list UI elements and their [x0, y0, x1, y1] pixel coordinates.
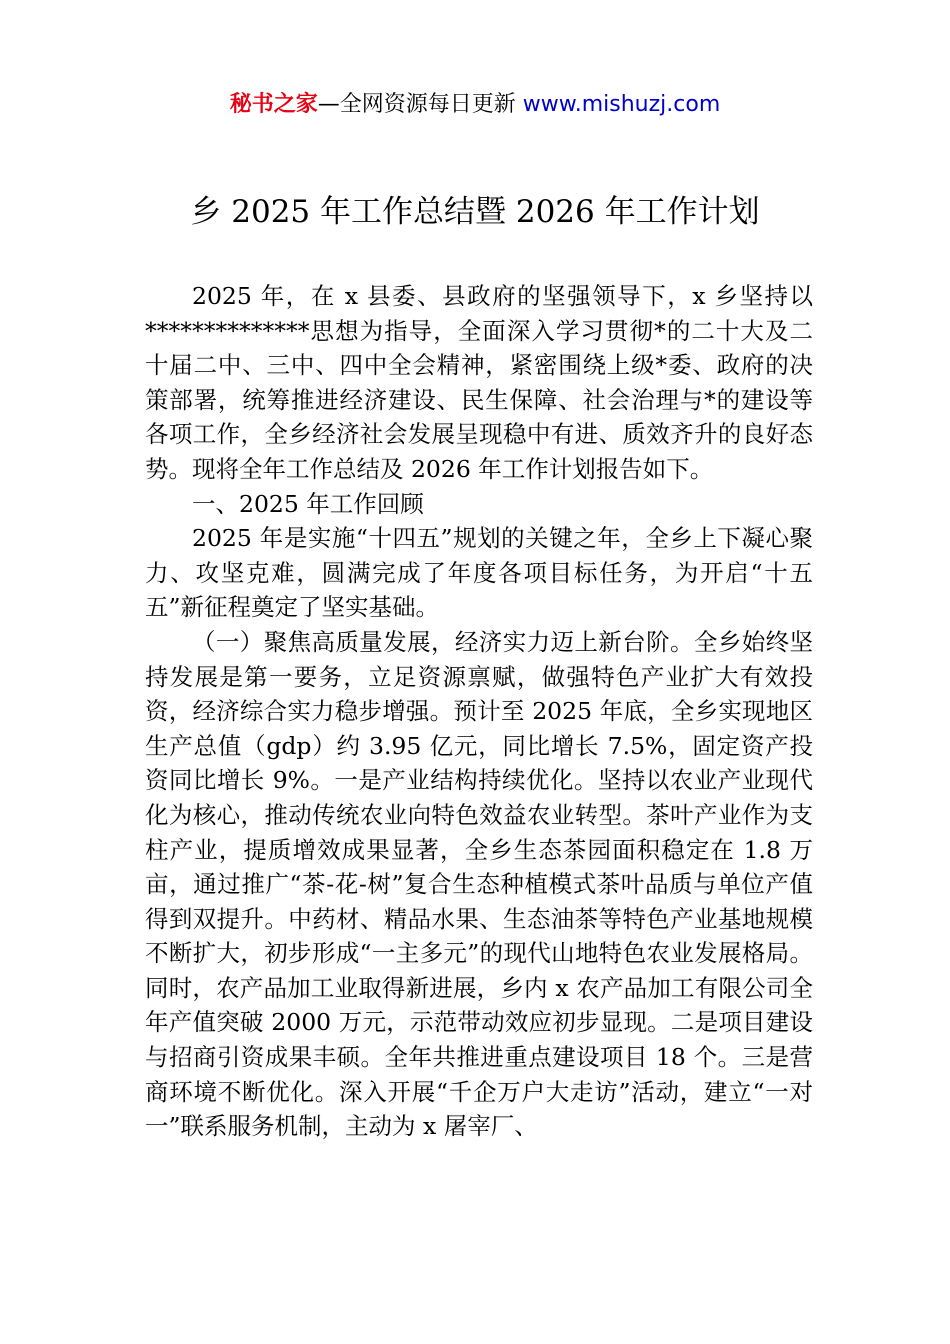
paragraph-intro: 2025 年，在 x 县委、县政府的坚强领导下，x 乡坚持以**************思想为指导，全面深入学习贯彻*的二十大及二十届二中、三中、四中全会精神，紧密围绕上级*委、政府的决策部署，统筹推进经济建设、民生保障、社会治理与*的建设等各项工作，全乡经济社会发展呈现稳中有进、质效齐升的良好态势。现将全年工作总结及 2026 年工作计划报告如下。 — [145, 282, 813, 483]
brand-name: 秘书之家 — [229, 92, 318, 117]
site-header — [0, 90, 950, 120]
document-body — [145, 279, 813, 1144]
paragraph-economy: （一）聚焦高质量发展，经济实力迈上新台阶。全乡始终坚持发展是第一要务，立足资源禀赋，做强特色产业扩大有效投资，经济综合实力稳步增强。预计至 2025 年底，全乡实现地区生产总值（gdp）约 3.95 亿元，同比增长 7.5%，固定资产投资同比增长 9%。一是产业结构持续优化。坚持以农业产业现代化为核心，推动传统农业向特色效益农业转型。茶叶产业作为支柱产业，提质增效成果显著，全乡生态茶园面积稳定在 1.8 万亩，通过推广“茶-花-树”复合生态种植模式茶叶品质与单位产值得到双提升。中药材、精品水果、生态油茶等特色产业基地规模不断扩大，初步形成“一主多元”的现代山地特色农业发展格局。同时，农产品加工业取得新进展，乡内 x 农产品加工有限公司全年产值突破 2000 万元，示范带动效应初步显现。二是项目建设与招商引资成果丰硕。全年共推进重点建设项目 18 个。三是营商环境不断优化。深入开展“千企万户大走访”活动，建立“一对一”联系服务机制，主动为 x 屠宰厂、 — [145, 627, 813, 1141]
paragraph-overview: 2025 年是实施“十四五”规划的关键之年，全乡上下凝心聚力、攻坚克难，圆满完成了年度各项目标任务，为开启“十五五”新征程奠定了坚实基础。 — [145, 524, 813, 622]
document-title: 乡 2025 年工作总结暨 2026 年工作计划 — [190, 194, 760, 230]
section-heading-review: 一、2025 年工作回顾 — [192, 489, 424, 518]
header-tagline: —全网资源每日更新 — [317, 92, 516, 117]
site-url-link[interactable]: www.mishuzj.com — [522, 92, 721, 117]
